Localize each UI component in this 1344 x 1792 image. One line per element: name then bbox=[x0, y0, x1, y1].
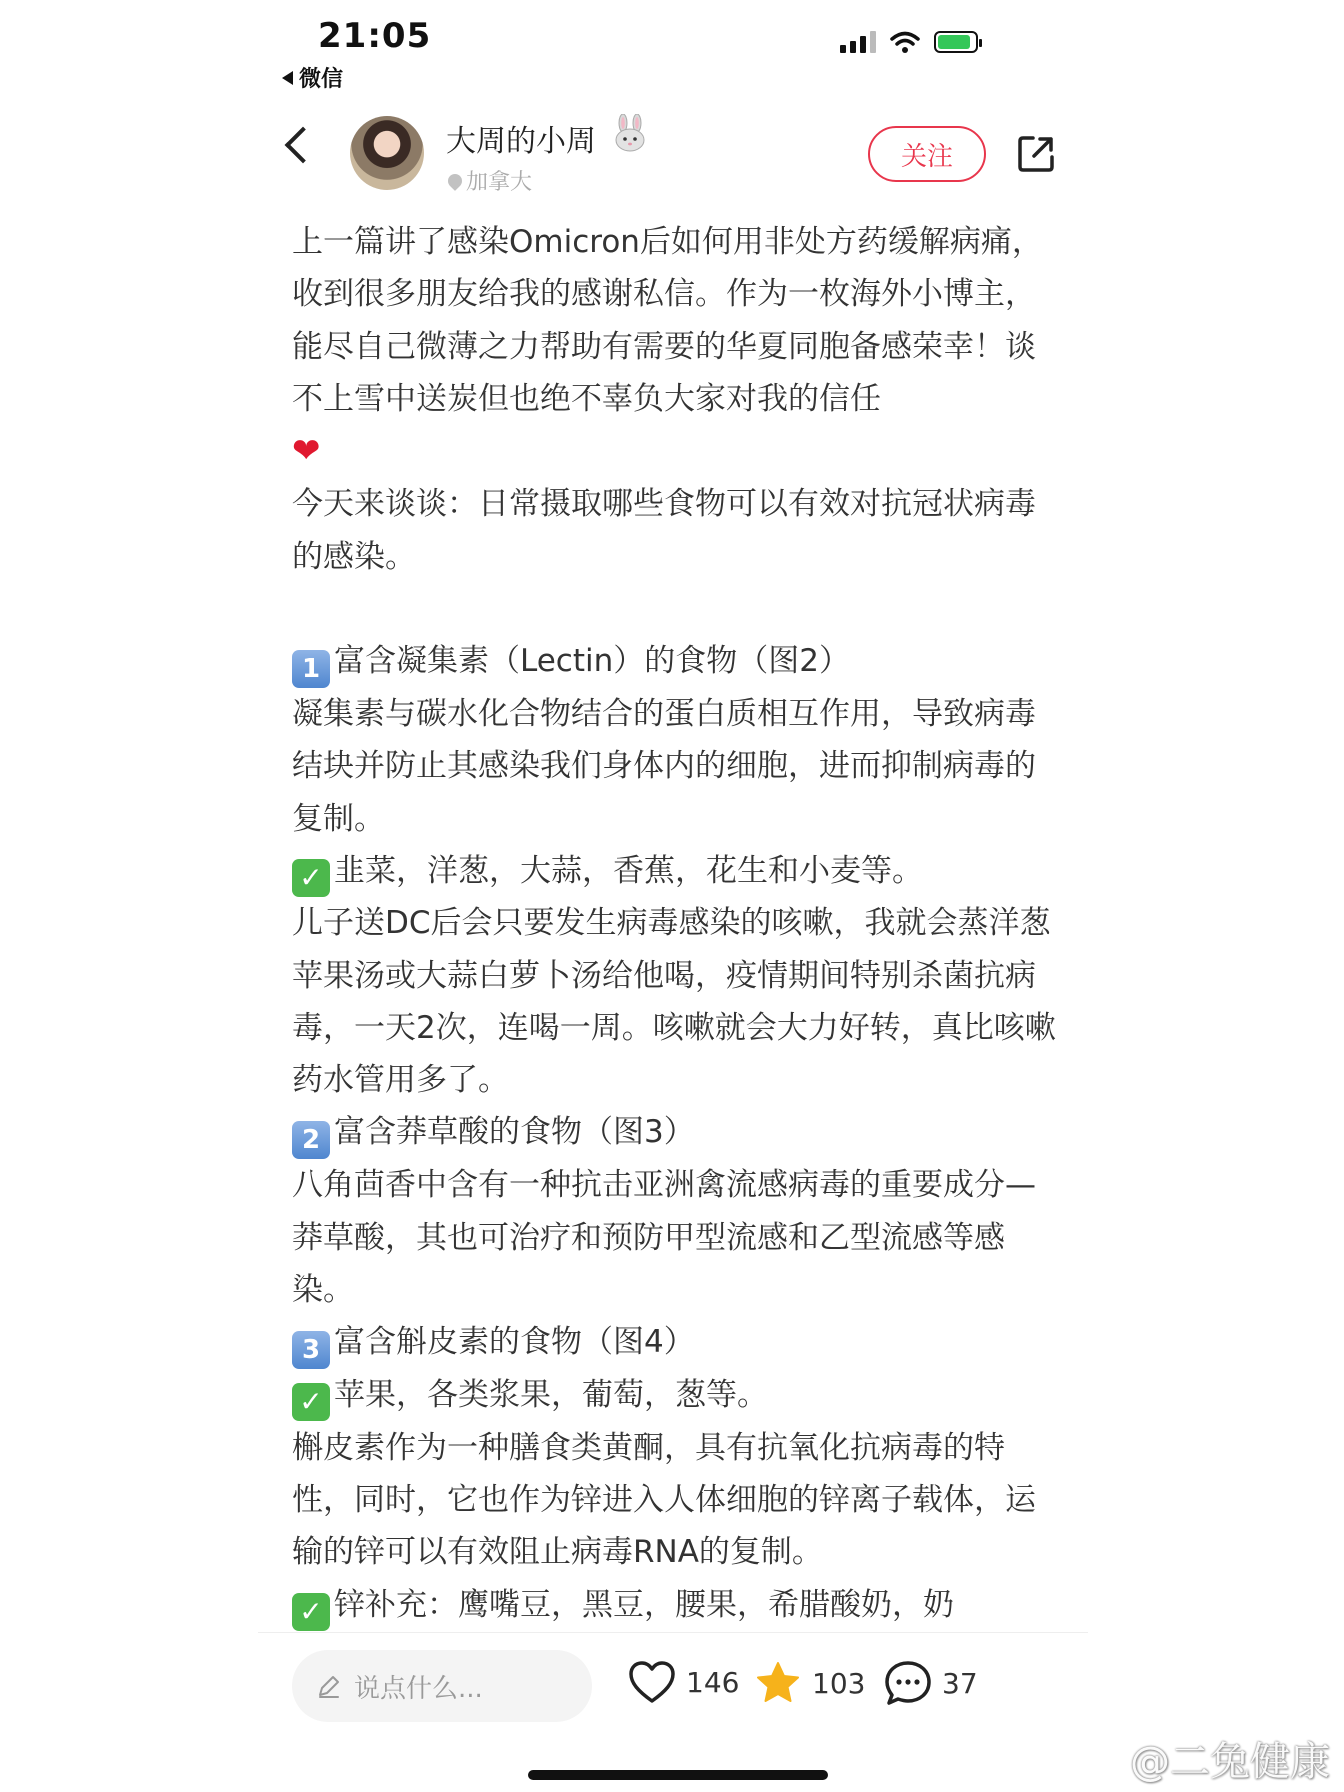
location-pin-icon bbox=[445, 171, 465, 191]
favorite-count: 103 bbox=[812, 1666, 866, 1700]
post-content bbox=[292, 216, 1062, 1631]
status-icons bbox=[840, 30, 978, 54]
bunny-icon bbox=[612, 114, 648, 152]
back-app-label: 微信 bbox=[299, 67, 344, 92]
post-paragraph: 八角茴香中含有一种抗击亚洲禽流感病毒的重要成分—莽草酸，其也可治疗和预防甲型流感和乙型流感等感染。 bbox=[292, 1167, 1036, 1309]
comment-bubble-icon bbox=[884, 1660, 932, 1706]
share-icon[interactable] bbox=[1016, 134, 1056, 174]
pencil-icon bbox=[316, 1673, 342, 1699]
check-mark-icon: ✓ bbox=[292, 859, 330, 897]
post-paragraph: ✓ 锌补充：鹰嘴豆，黑豆，腰果，希腊酸奶，奶 bbox=[292, 1579, 1062, 1631]
location-label bbox=[448, 165, 532, 196]
cellular-signal-icon bbox=[840, 31, 876, 53]
post-paragraph bbox=[292, 425, 1062, 478]
back-to-app-link[interactable] bbox=[282, 62, 343, 93]
post-paragraph: ✓ 韭菜，洋葱，大蒜，香蕉，花生和小麦等。 bbox=[292, 845, 1062, 897]
post-paragraph: 槲皮素作为一种膳食类黄酮，具有抗氧化抗病毒的特性，同时，它也作为锌进入人体细胞的锌离子载体，运输的锌可以有效阻止病毒RNA的复制。 bbox=[292, 1429, 1036, 1571]
location-text: 加拿大 bbox=[466, 170, 533, 195]
post-paragraph: 今天来谈谈：日常摄取哪些食物可以有效对抗冠状病毒的感染。 bbox=[292, 486, 1036, 575]
post-paragraph: 上一篇讲了感染Omicron后如何用非处方药缓解病痛，收到很多朋友给我的感谢私信。作为一枚海外小博主，能尽自己微薄之力帮助有需要的华夏同胞备感荣幸！谈不上雪中送炭但也绝不辜负大家对我的信任 bbox=[292, 224, 1043, 417]
comment-placeholder: 说点什么... bbox=[354, 1673, 483, 1704]
avatar[interactable] bbox=[350, 116, 424, 190]
author-name[interactable]: 大周的小周 bbox=[446, 124, 596, 159]
post-paragraph: 儿子送DC后会只要发生病毒感染的咳嗽，我就会蒸洋葱苹果汤或大蒜白萝卜汤给他喝，疫情期间特别杀菌抗病毒，一天2次，连喝一周。咳嗽就会大力好转，真比咳嗽药水管用多了。 bbox=[292, 905, 1056, 1099]
back-triangle-icon bbox=[282, 71, 293, 85]
bottom-divider bbox=[258, 1632, 1088, 1633]
post-paragraph: ✓ 苹果，各类浆果，葡萄，葱等。 bbox=[292, 1369, 1062, 1421]
home-indicator[interactable] bbox=[528, 1770, 828, 1780]
follow-button[interactable]: 关注 bbox=[868, 126, 986, 182]
battery-icon bbox=[934, 31, 978, 53]
keycap-3-icon: 3 bbox=[292, 1331, 330, 1369]
keycap-2-icon: 2 bbox=[292, 1121, 330, 1159]
wifi-icon bbox=[890, 30, 920, 54]
comment-button[interactable] bbox=[884, 1660, 978, 1706]
post-paragraph: 凝集素与碳水化合物结合的蛋白质相互作用，导致病毒结块并防止其感染我们身体内的细胞，进而抑制病毒的复制。 bbox=[292, 696, 1036, 837]
back-chevron-icon[interactable] bbox=[285, 127, 322, 164]
heart-outline-icon bbox=[628, 1660, 676, 1704]
comment-input[interactable] bbox=[292, 1650, 592, 1722]
status-time: 21:05 bbox=[318, 16, 432, 56]
section-heading: 1 富含凝集素（Lectin）的食物（图2） bbox=[292, 635, 1062, 688]
section-heading: 2 富含莽草酸的食物（图3） bbox=[292, 1106, 1062, 1159]
like-count: 146 bbox=[686, 1665, 740, 1699]
check-mark-icon: ✓ bbox=[292, 1593, 330, 1631]
check-mark-icon: ✓ bbox=[292, 1383, 330, 1421]
favorite-button[interactable] bbox=[754, 1660, 865, 1706]
watermark: @二兔健康 bbox=[1130, 1739, 1330, 1785]
keycap-1-icon: 1 bbox=[292, 650, 330, 688]
star-icon bbox=[754, 1660, 802, 1706]
comment-count: 37 bbox=[942, 1666, 978, 1700]
section-heading: 3 富含斛皮素的食物（图4） bbox=[292, 1316, 1062, 1369]
phone-screen bbox=[258, 0, 1088, 1792]
like-button[interactable] bbox=[628, 1660, 739, 1704]
heart-icon: ❤ bbox=[292, 431, 321, 472]
